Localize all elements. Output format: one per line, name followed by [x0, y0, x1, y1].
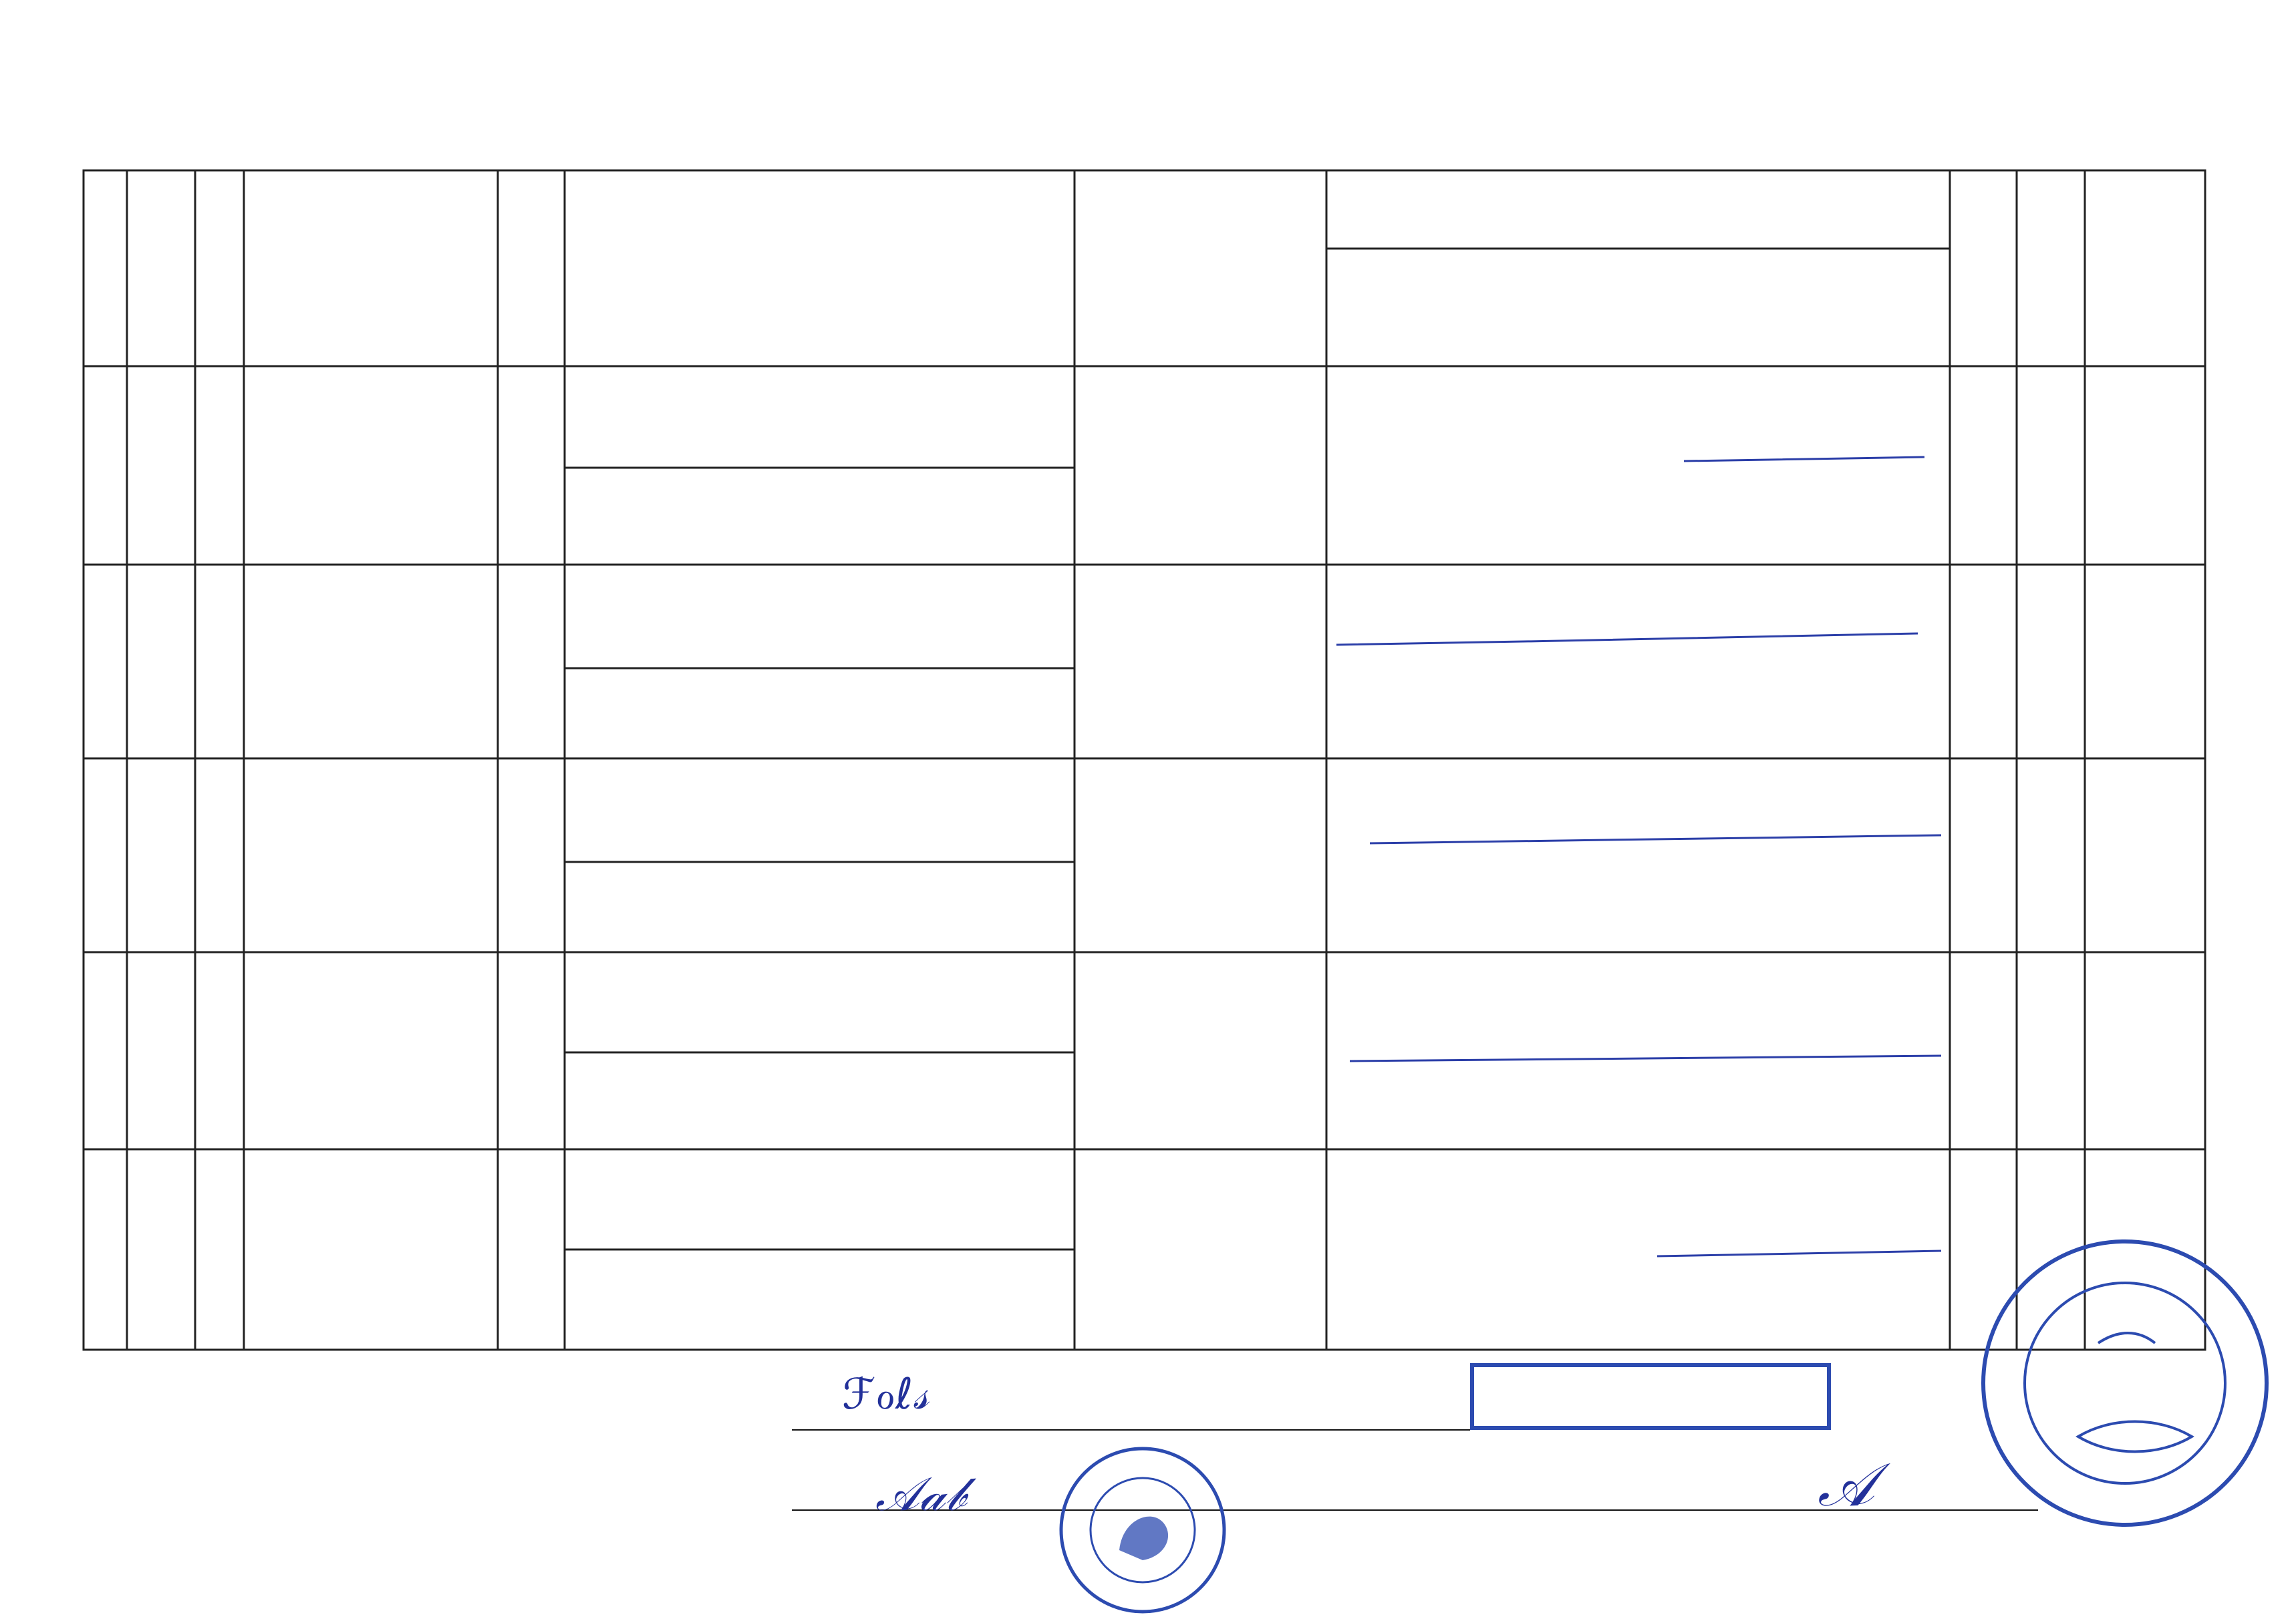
- chair-signature: ℱℴℓ𝓈: [842, 1370, 929, 1419]
- society-seal: [1978, 1236, 2272, 1530]
- header-total: [1950, 170, 2017, 366]
- judge-stamp: [1056, 1443, 1230, 1617]
- expert-stamp: [1470, 1363, 1831, 1430]
- header-owner: [1109, 220, 1290, 321]
- header-notes: [2085, 170, 2205, 366]
- header-dob: [498, 170, 565, 366]
- member-signature-1: 𝒜𝒶𝒷: [875, 1467, 966, 1521]
- member-signature-2: 𝒜: [1818, 1450, 1875, 1520]
- header-origin: [655, 217, 989, 317]
- header-sex: [195, 170, 244, 366]
- header-breed: [127, 170, 195, 366]
- header-name: [264, 220, 478, 321]
- header-diploma: [2017, 170, 2085, 366]
- header-num: [84, 170, 127, 366]
